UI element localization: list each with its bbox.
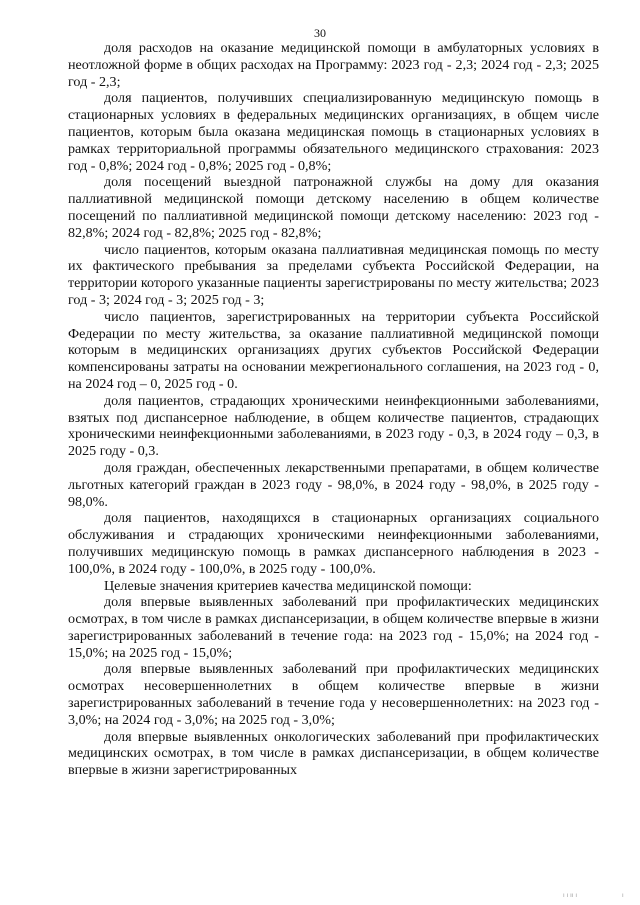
paragraph-newly-detected-minors-share: доля впервые выявленных заболеваний при профилактических медицинских осмотрах несовершеннолетних в общем количестве впервые в жизни зарегистрированных заболеваний в течение года у несовершеннолетних: на 2023 год - 3,0%; на 2024 год - 3,0%; на 2025 год - 3,0%; xyxy=(68,661,599,728)
document-body xyxy=(68,40,599,779)
paragraph-chronic-dispensary-share: доля пациентов, страдающих хроническими неинфекционными заболеваниями, взятых под диспансерное наблюдение, в общем количестве пациентов, страдающих хроническими неинфекционными заболеваниями, в 2023 году - 0,3, в 2024 году – 0,3, в 2025 году - 0,3. xyxy=(68,392,599,460)
paragraph-pediatric-palliative-visits-share: доля посещений выездной патронажной службы на дому для оказания паллиативной медицинской помощи детскому населению в общем количестве посещений по паллиативной медицинской помощи детскому населению: 2023 год - 82,8%; 2024 год - 82,8%; 2025 год - 82,8%; xyxy=(68,174,599,241)
paragraph-newly-detected-diseases-share: доля впервые выявленных заболеваний при профилактических медицинских осмотрах, в том числе в рамках диспансеризации, в общем количестве впервые в жизни зарегистрированных заболеваний в течение года: на 2023 год - 15,0%; на 2024 год - 15,0%; на 2025 год - 15,0%; xyxy=(68,594,599,661)
scan-artifact-mark: ı xyxy=(622,892,624,899)
paragraph-palliative-compensated-count: число пациентов, зарегистрированных на территории субъекта Российской Федерации по месту жительства, за оказание паллиативной медицинской помощи которым в медицинских организациях других субъектов Российской Федерации компенсированы затраты на основании межрегионального соглашения, на 2023 год - 0, на 2024 год – 0, 2025 год - 0. xyxy=(68,308,599,392)
paragraph-newly-detected-oncology-share: доля впервые выявленных онкологических заболеваний при профилактических медицинских осмотрах, в том числе в рамках диспансеризации, в общем количестве впервые в жизни зарегистрированных xyxy=(68,728,599,779)
scan-artifact-mark: ı ı ıı ı xyxy=(563,892,578,899)
paragraph-ambulatory-emergency-share: доля расходов на оказание медицинской помощи в амбулаторных условиях в неотложной форме в общих расходах на Программу: 2023 год - 2,3; 2024 год - 2,3; 2025 год - 2,3; xyxy=(68,40,599,90)
paragraph-federal-specialized-care-share: доля пациентов, получивших специализированную медицинскую помощь в стационарных условиях в федеральных медицинских организациях, в общем числе пациентов, которым была оказана медицинская помощь в стационарных условиях в рамках территориальной программы обязательного медицинского страхования: 2023 год - 0,8%; 2024 год - 0,8%; 2025 год - 0,8%; xyxy=(68,90,599,174)
paragraph-social-care-dispensary-share: доля пациентов, находящихся в стационарных организациях социального обслуживания и страдающих хроническими неинфекционными заболеваниями, получивших медицинскую помощь в рамках диспансерного наблюдения в 2023 - 100,0%, в 2024 году - 100,0%, в 2025 году - 100,0%. xyxy=(68,510,599,577)
page-number: 30 xyxy=(314,26,326,40)
paragraph-medication-provision-share: доля граждан, обеспеченных лекарственными препаратами, в общем количестве льготных категорий граждан в 2023 году - 98,0%, в 2024 году - 98,0%, в 2025 году - 98,0%. xyxy=(68,459,599,510)
section-heading-quality-criteria: Целевые значения критериев качества медицинской помощи: xyxy=(104,577,472,594)
paragraph-palliative-outside-region-count: число пациентов, которым оказана паллиативная медицинская помощь по месту их фактического пребывания за пределами субъекта Российской Федерации, на территории которого указанные пациенты зарегистрированы по месту жительства; 2023 год - 3; 2024 год - 3; 2025 год - 3; xyxy=(68,241,599,308)
